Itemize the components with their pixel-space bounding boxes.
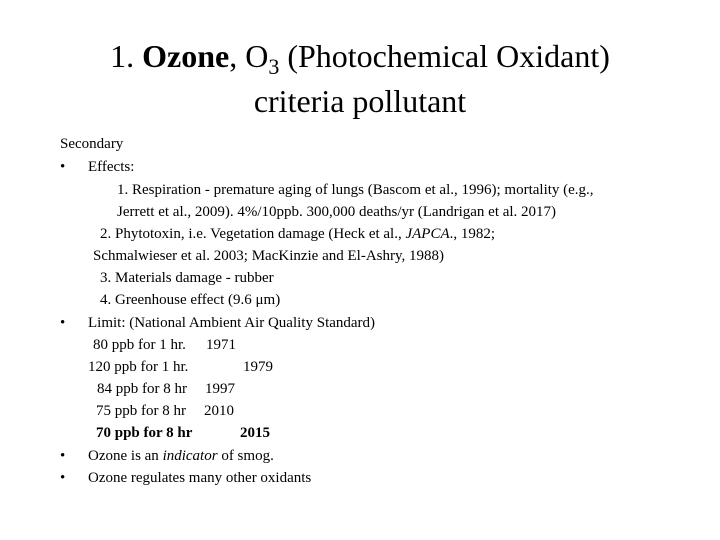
limit-year-1971: 1971 [206, 337, 236, 353]
limit-row-1979: 120 ppb for 1 hr. [88, 359, 189, 375]
bullet-regulates: • [60, 470, 66, 486]
indicator-italic: indicator [162, 448, 218, 464]
effect-2-line-2: Schmalwieser et al. 2003; MacKinzie and El-Ashry, 1988) [93, 248, 445, 264]
bullet-indicator: • [60, 448, 66, 464]
effect-1-line-1: 1. Respiration - premature aging of lungs (Bascom et al., 1996); mortality (e.g., [117, 182, 594, 198]
title-after-bold: , O [229, 38, 269, 74]
indicator-text [88, 447, 274, 465]
effect-2-text-b: ., 1982; [449, 226, 496, 242]
title-subscript: 3 [268, 54, 280, 79]
limit-row-1971: 80 ppb for 1 hr. [93, 337, 186, 353]
limit-year-2010: 2010 [204, 403, 234, 419]
effect-2-line-1 [100, 225, 495, 243]
bullet-effects: • [60, 159, 66, 175]
title-rest: (Photochemical Oxidant) [279, 38, 610, 74]
limit-row-2010: 75 ppb for 8 hr [96, 403, 186, 419]
regulates-text: Ozone regulates many other oxidants [88, 470, 312, 486]
effect-4: 4. Greenhouse effect (9.6 μm) [100, 292, 281, 308]
effects-label: Effects: [88, 159, 135, 175]
limit-row-1997: 84 ppb for 8 hr [97, 381, 187, 397]
slide-subtitle: criteria pollutant [253, 83, 467, 119]
secondary-text: Secondary [60, 136, 124, 152]
title-bold-ozone: Ozone [142, 38, 230, 74]
limit-label: Limit: (National Ambient Air Quality Standard) [88, 315, 376, 331]
limit-year-2015: 2015 [240, 425, 270, 441]
limit-year-1997: 1997 [205, 381, 235, 397]
indicator-text-b: of smog. [217, 448, 274, 464]
slide-title [0, 38, 720, 79]
effect-3: 3. Materials damage - rubber [100, 270, 274, 286]
limit-row-2015: 70 ppb for 8 hr [96, 425, 193, 441]
effect-2-text-a: 2. Phytotoxin, i.e. Vegetation damage (Heck et al., [100, 226, 406, 242]
effect-2-journal: JAPCA [405, 226, 450, 242]
title-number: 1. [110, 38, 135, 74]
effect-1-line-2: Jerrett et al., 2009). 4%/10ppb. 300,000 deaths/yr (Landrigan et al. 2017) [117, 204, 557, 220]
indicator-text-a: Ozone is an [88, 448, 163, 464]
bullet-limit: • [60, 315, 66, 331]
limit-year-1979: 1979 [243, 359, 273, 375]
